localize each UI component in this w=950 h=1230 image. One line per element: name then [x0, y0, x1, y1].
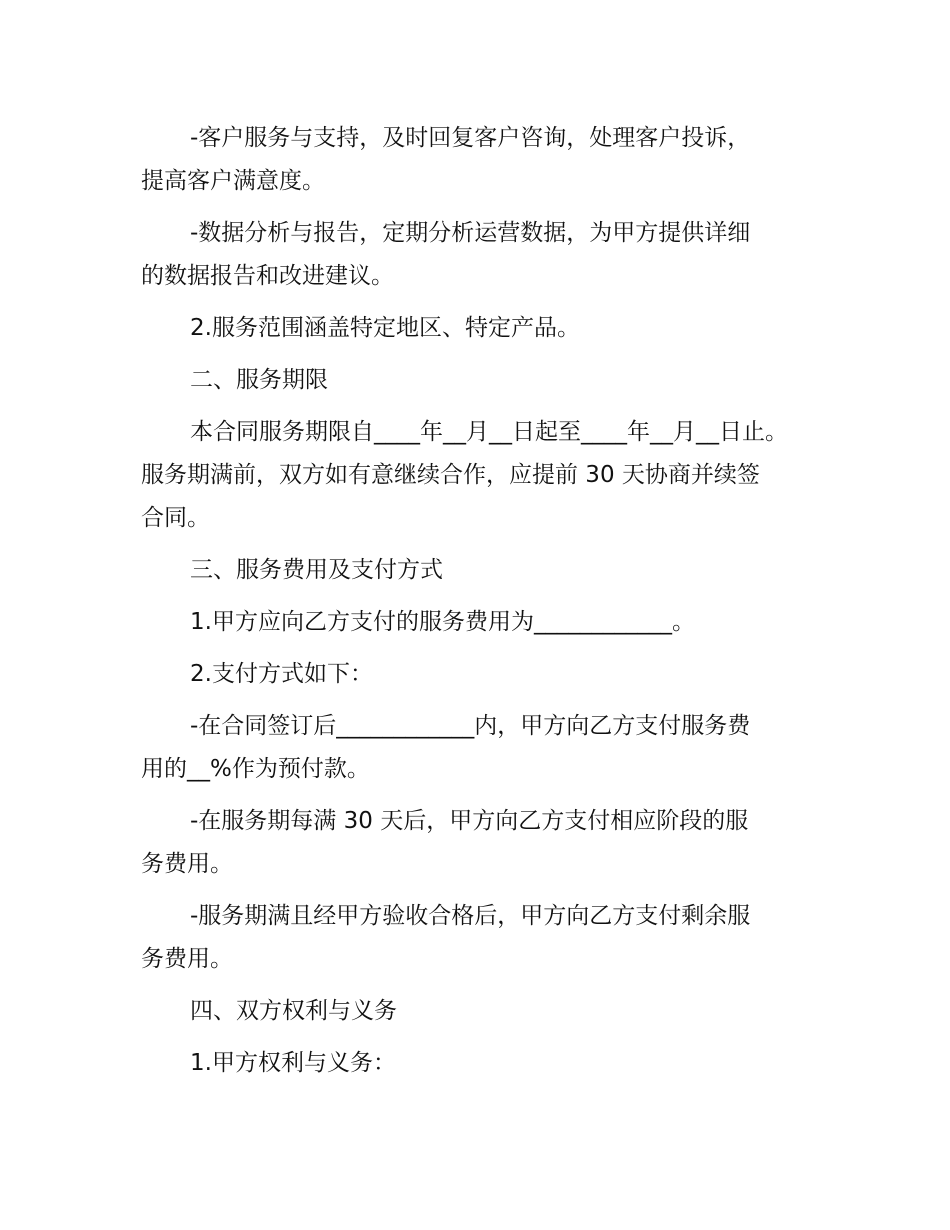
- section-heading: 三、服务费用及支付方式: [190, 557, 443, 583]
- paragraph-customer-service: [141, 117, 831, 203]
- paragraph-line: 用的__%作为预付款。: [141, 756, 370, 782]
- paragraph-line: -客户服务与支持，及时回复客户咨询，处理客户投诉，: [190, 125, 751, 151]
- paragraph-line: 2.支付方式如下：: [190, 661, 373, 687]
- paragraph-line: -数据分析与报告，定期分析运营数据，为甲方提供详细: [190, 220, 751, 246]
- paragraph-prepayment: [141, 705, 831, 791]
- paragraph-line: 提高客户满意度。: [141, 168, 325, 194]
- paragraph-line: -在服务期每满 30 天后，甲方向乙方支付相应阶段的服: [190, 808, 749, 834]
- document-page: [141, 117, 831, 1094]
- paragraph-line: 合同。: [141, 505, 210, 531]
- paragraph-line: 的数据报告和改进建议。: [141, 263, 394, 289]
- section-heading-service-term: [141, 359, 831, 402]
- paragraph-line: 1.甲方应向乙方支付的服务费用为____________。: [190, 609, 695, 635]
- paragraph-line: 务费用。: [141, 851, 233, 877]
- section-heading: 二、服务期限: [190, 367, 328, 393]
- section-heading-fees: [141, 549, 831, 592]
- paragraph-service-term: [141, 411, 831, 540]
- paragraph-line: 务费用。: [141, 946, 233, 972]
- paragraph-payment-method: [141, 653, 831, 696]
- paragraph-party-a-rights: [141, 1042, 831, 1085]
- paragraph-line: 服务期满前，双方如有意继续合作，应提前 30 天协商并续签: [141, 462, 760, 488]
- paragraph-line: -服务期满且经甲方验收合格后，甲方向乙方支付剩余服: [190, 903, 751, 929]
- paragraph-final-payment: [141, 895, 831, 981]
- paragraph-fee-amount: [141, 601, 831, 644]
- paragraph-line: 2.服务范围涵盖特定地区、特定产品。: [190, 315, 580, 341]
- paragraph-line: 1.甲方权利与义务：: [190, 1050, 396, 1076]
- section-heading-rights: [141, 990, 831, 1033]
- paragraph-line: 本合同服务期限自____年__月__日起至____年__月__日止。: [190, 419, 788, 445]
- paragraph-service-scope: [141, 307, 831, 350]
- paragraph-line: -在合同签订后____________内，甲方向乙方支付服务费: [190, 713, 751, 739]
- paragraph-data-analysis: [141, 212, 831, 298]
- section-heading: 四、双方权利与义务: [190, 998, 397, 1024]
- paragraph-stage-payment: [141, 800, 831, 886]
